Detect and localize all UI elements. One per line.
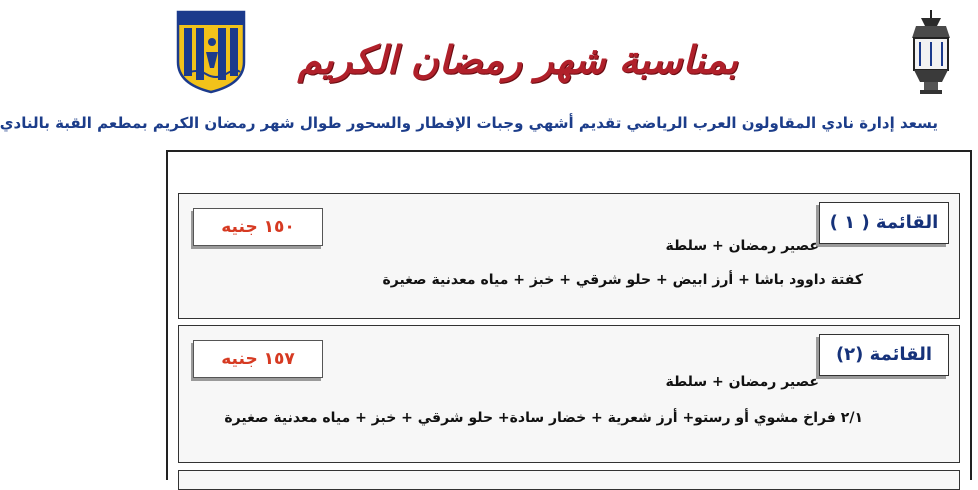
menu-heading-label: القائمة (٢) [835,344,933,365]
menu-line-1: عصير رمضان + سلطة [665,374,819,390]
menu-line-2: ٢/١ فراخ مشوي أو رستو+ أرز شعرية + خضار سادة+ حلو شرقي + خبز + مياه معدنية صغيرة [224,410,863,426]
price-badge [193,340,323,378]
lantern-icon [906,8,956,96]
menu-line-2: كفتة داوود باشا + أرز ابيض + حلو شرقي + خبز + مياه معدنية صغيرة [382,272,863,288]
page-title: بمناسبة شهر رمضان الكريم [297,37,738,82]
menu-line-1: عصير رمضان + سلطة [665,238,819,254]
menu-heading-label: القائمة ( ١ ) [829,212,939,233]
price-badge [193,208,323,246]
club-logo [176,8,246,94]
menu-heading [819,334,949,376]
menu-card [178,193,960,319]
price-label: ١٥٠ جنيه [221,217,295,237]
price-label: ١٥٧ جنيه [221,349,295,369]
intro-text: يسعد إدارة نادي المقاولون العرب الرياضي تقديم أشهي وجبات الإفطار والسحور طوال شهر رمضان الكريم بمطعم القبة بالنادي [0,114,938,132]
menu-heading [819,202,949,244]
menu-card-partial [178,470,960,490]
menu-card [178,325,960,463]
